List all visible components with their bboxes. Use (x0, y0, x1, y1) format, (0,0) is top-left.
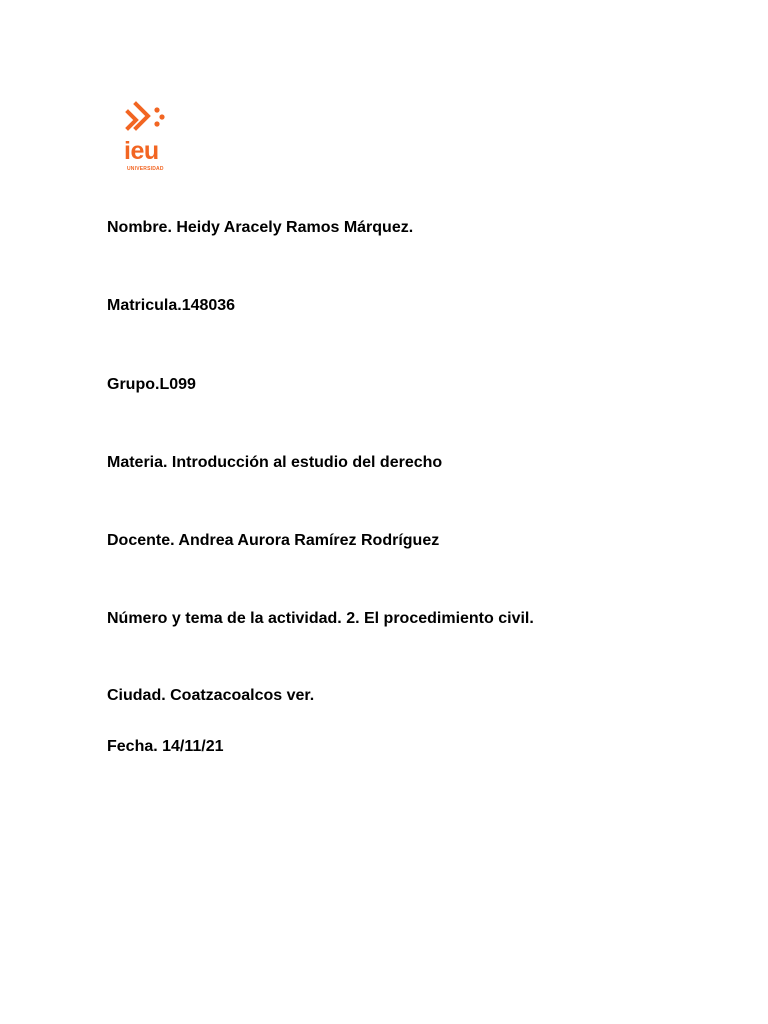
group: Grupo.L099 (107, 376, 196, 393)
logo-subtitle: UNIVERSIDAD (127, 166, 164, 172)
date: Fecha. 14/11/21 (107, 738, 224, 755)
teacher: Docente. Andrea Aurora Ramírez Rodríguez (107, 532, 440, 549)
city: Ciudad. Coatzacoalcos ver. (107, 687, 315, 704)
student-id: Matricula.148036 (107, 297, 236, 314)
logo-wordmark: ieu (124, 137, 159, 165)
subject: Materia. Introducción al estudio del derecho (107, 454, 443, 471)
activity: Número y tema de la actividad. 2. El procedimiento civil. (107, 610, 534, 627)
university-logo (124, 100, 176, 174)
student-name: Nombre. Heidy Aracely Ramos Márquez. (107, 219, 414, 236)
chevron-arrows-icon (124, 100, 176, 138)
